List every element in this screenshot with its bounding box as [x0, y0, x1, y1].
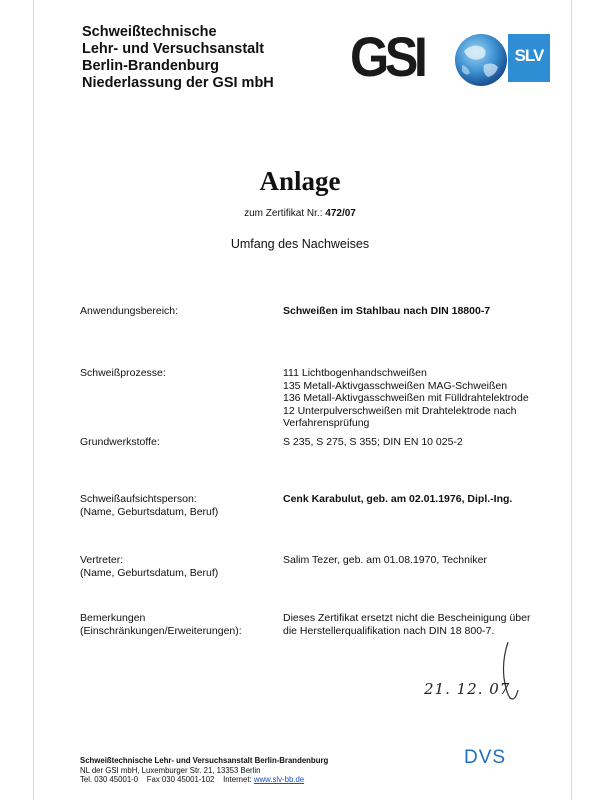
globe-icon — [454, 33, 508, 87]
process-item: 12 Unterpulverschweißen mit Drahtelektrode nach — [283, 404, 517, 417]
page-border-left — [33, 0, 34, 800]
remark-line: Dieses Zertifikat ersetzt nicht die Bescheinigung über — [283, 612, 531, 624]
field-sublabel: (Name, Geburtsdatum, Beruf) — [80, 505, 219, 518]
field-value: Schweißen im Stahlbau nach DIN 18800-7 — [283, 305, 491, 317]
page-border-right — [571, 0, 572, 800]
footer-tel: Tel. 030 45001-0 — [80, 775, 139, 784]
signature-date: 21. 12. 07 — [424, 680, 511, 698]
slv-logo-text: SLV — [514, 46, 544, 65]
footer-internet-label: Internet: — [223, 775, 252, 784]
institution-line: Niederlassung der GSI mbH — [82, 75, 274, 91]
handwritten-signature — [420, 640, 530, 710]
field-value: Cenk Karabulut, geb. am 02.01.1976, Dipl.-Ing. — [283, 493, 513, 505]
slv-logo — [508, 34, 550, 82]
field-label-group — [80, 554, 270, 579]
footer-contact — [80, 775, 328, 785]
cert-prefix: zum Zertifikat Nr.: — [244, 208, 323, 219]
process-item: 111 Lichtbogenhandschweißen — [283, 367, 427, 379]
dvs-logo: DVS — [464, 747, 507, 768]
process-item: 136 Metall-Aktivgasschweißen mit Fülldrahtelektrode — [283, 392, 529, 404]
field-value-list — [283, 612, 533, 637]
field-value: Salim Tezer, geb. am 01.08.1970, Techniker — [283, 554, 487, 566]
field-label-group — [80, 612, 270, 637]
institution-line: Berlin-Brandenburg — [82, 58, 219, 74]
institution-line: Lehr- und Versuchsanstalt — [82, 41, 265, 57]
field-label: Vertreter: — [80, 554, 124, 566]
process-item: 135 Metall-Aktivgasschweißen MAG-Schweißen — [283, 379, 508, 392]
field-sublabel: (Name, Geburtsdatum, Beruf) — [80, 566, 219, 579]
process-item: Verfahrensprüfung — [283, 417, 370, 429]
gsi-slv-logo — [350, 25, 570, 92]
footer-line-2: NL der GSI mbH, Luxemburger Str. 21, 13353 Berlin — [80, 765, 261, 775]
field-label: Schweißaufsichtsperson: — [80, 493, 197, 505]
field-value: S 235, S 275, S 355; DIN EN 10 025-2 — [283, 436, 463, 448]
certificate-reference — [0, 208, 600, 219]
remark-line: die Herstellerqualifikation nach DIN 18 800-7. — [283, 624, 495, 637]
institution-line: Schweißtechnische — [82, 24, 217, 40]
field-value-list — [283, 367, 533, 430]
institution-name — [82, 24, 274, 92]
footer-line-1: Schweißtechnische Lehr- und Versuchsanstalt Berlin-Brandenburg — [80, 756, 329, 765]
footer-fax: Fax 030 45001-102 — [146, 775, 215, 784]
footer-website-link[interactable]: www.slv-bb.de — [253, 775, 305, 784]
page-title: Anlage — [259, 166, 341, 196]
field-label: Bemerkungen — [80, 612, 146, 624]
field-label: Grundwerkstoffe: — [80, 436, 160, 448]
gsi-logo-text: GSI — [350, 25, 424, 88]
scope-heading: Umfang des Nachweises — [230, 237, 370, 251]
field-label: Schweißprozesse: — [80, 367, 166, 379]
cert-number: 472/07 — [325, 208, 356, 219]
field-sublabel: (Einschränkungen/Erweiterungen): — [80, 624, 242, 637]
field-label-group — [80, 493, 270, 518]
footer — [80, 756, 328, 785]
field-label: Anwendungsbereich: — [80, 305, 179, 317]
